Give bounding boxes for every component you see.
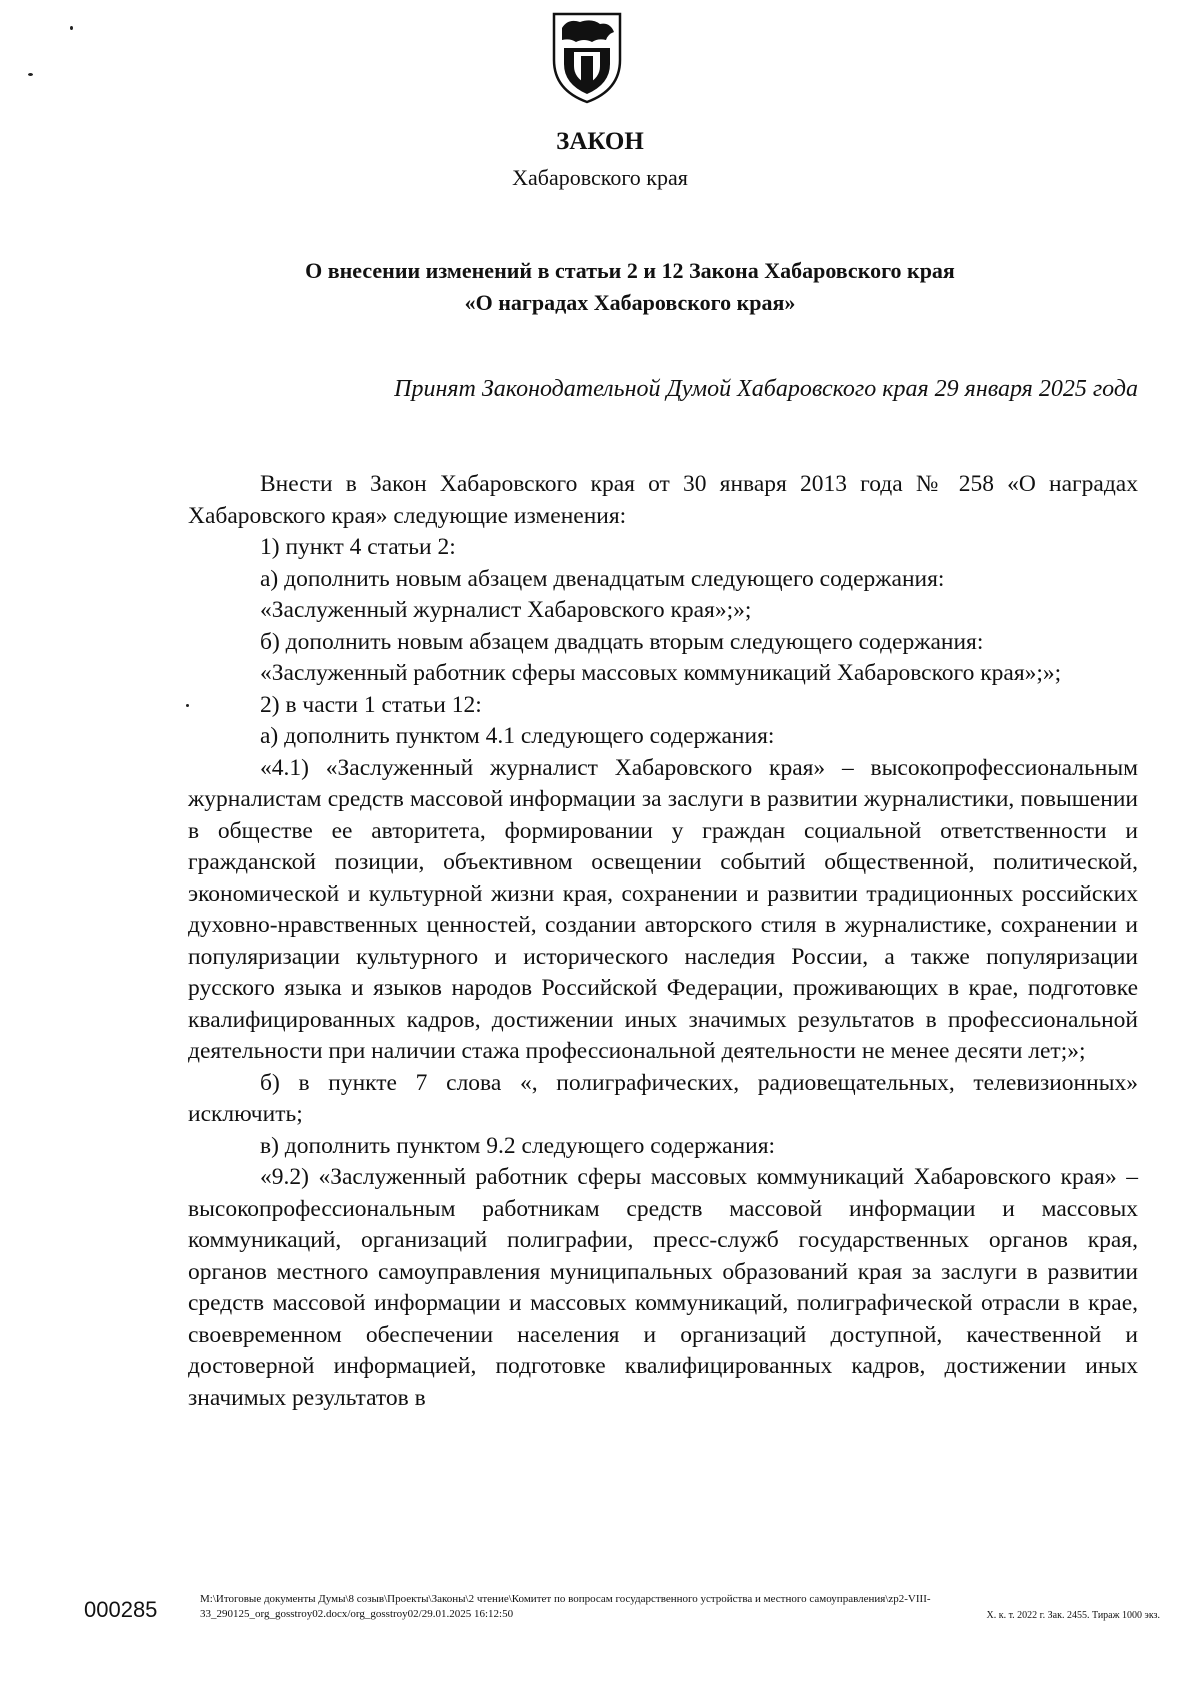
paragraph: б) в пункте 7 слова «, полиграфических, радиовещательных, телевизионных» исключить; — [188, 1069, 1138, 1127]
paragraph: а) дополнить новым абзацем двенадцатым следующего содержания: — [260, 565, 945, 592]
scan-speck — [186, 704, 189, 707]
document-body — [188, 469, 1138, 1414]
law-name-line-2: «О наградах Хабаровского края» — [464, 290, 796, 315]
paragraph: Внести в Закон Хабаровского края от 30 января 2013 года № 258 «О наградах Хабаровского края» следующие изменения: — [188, 471, 1138, 529]
law-name-line-1: О внесении изменений в статьи 2 и 12 Закона Хабаровского края — [305, 258, 955, 283]
paragraph: 1) пункт 4 статьи 2: — [260, 534, 456, 560]
document-subtitle: Хабаровского края — [512, 165, 688, 190]
document-title: ЗАКОН — [556, 128, 644, 155]
print-info: Х. к. т. 2022 г. Зак. 2455. Тираж 1000 экз. — [986, 1610, 1160, 1621]
paragraph: а) дополнить пунктом 4.1 следующего содержания: — [260, 723, 775, 749]
scan-speck — [28, 73, 33, 76]
scan-speck — [70, 26, 73, 30]
paragraph: в) дополнить пунктом 9.2 следующего содержания: — [260, 1132, 776, 1159]
paragraph: б) дополнить новым абзацем двадцать вторым следующего содержания: — [260, 628, 984, 655]
paragraph: 2) в части 1 статьи 12: — [260, 691, 482, 718]
coat-of-arms-icon — [548, 8, 626, 106]
paragraph: «Заслуженный работник сферы массовых коммуникаций Хабаровского края»;»; — [260, 660, 1062, 686]
paragraph: «4.1) «Заслуженный журналист Хабаровского края» – высокопрофессиональным журналистам средств массовой информации за заслуги в развитии журналистики, повышении в обществе ее авторитета, формировании у граждан социальной ответственности и гражданской позиции, объективном освещении событий общественной, политической, экономической и культурной жизни края, сохранении и развитии традиционных российских духовно-нравственных ценностей, создании авторского стиля в журналистике, сохранении и популяризации культурного и исторического наследия России, а также популяризации русского языка и языков народов Российской Федерации, проживающих в крае, подготовке квалифицированных кадров, достижении иных значимых результатов в профессиональной деятельности при наличии стажа профессиональной деятельности не менее десяти лет;»; — [188, 754, 1138, 1064]
paragraph: «Заслуженный журналист Хабаровского края»;»; — [260, 597, 752, 623]
file-path: M:\Итоговые документы Думы\8 созыв\Проекты\Законы\2 чтение\Комитет по вопросам государственного устройства и местного самоуправления\zp2-VIII-33_290125_org_gosstroy02.docx/org_gosstroy02/29.01.2025 16:12:50 — [200, 1593, 931, 1620]
paragraph: «9.2) «Заслуженный работник сферы массовых коммуникаций Хабаровского края» – высокопрофессиональным работникам средств массовой информации и массовых коммуникаций, организаций полиграфии, пресс-служб государственных органов края, органов местного самоуправления муниципальных образований края за заслуги в развитии средств массовой информации и массовых коммуникаций, полиграфической отрасли в крае, своевременном обеспечении населения и организаций доступной, качественной и достоверной информацией, подготовке квалифицированных кадров, достижении иных значимых результатов в — [188, 1164, 1138, 1411]
law-name — [180, 255, 1080, 319]
adoption-note: Принят Законодательной Думой Хабаровского края 29 января 2025 года — [394, 376, 1138, 402]
document-number: 000285 — [84, 1597, 158, 1622]
